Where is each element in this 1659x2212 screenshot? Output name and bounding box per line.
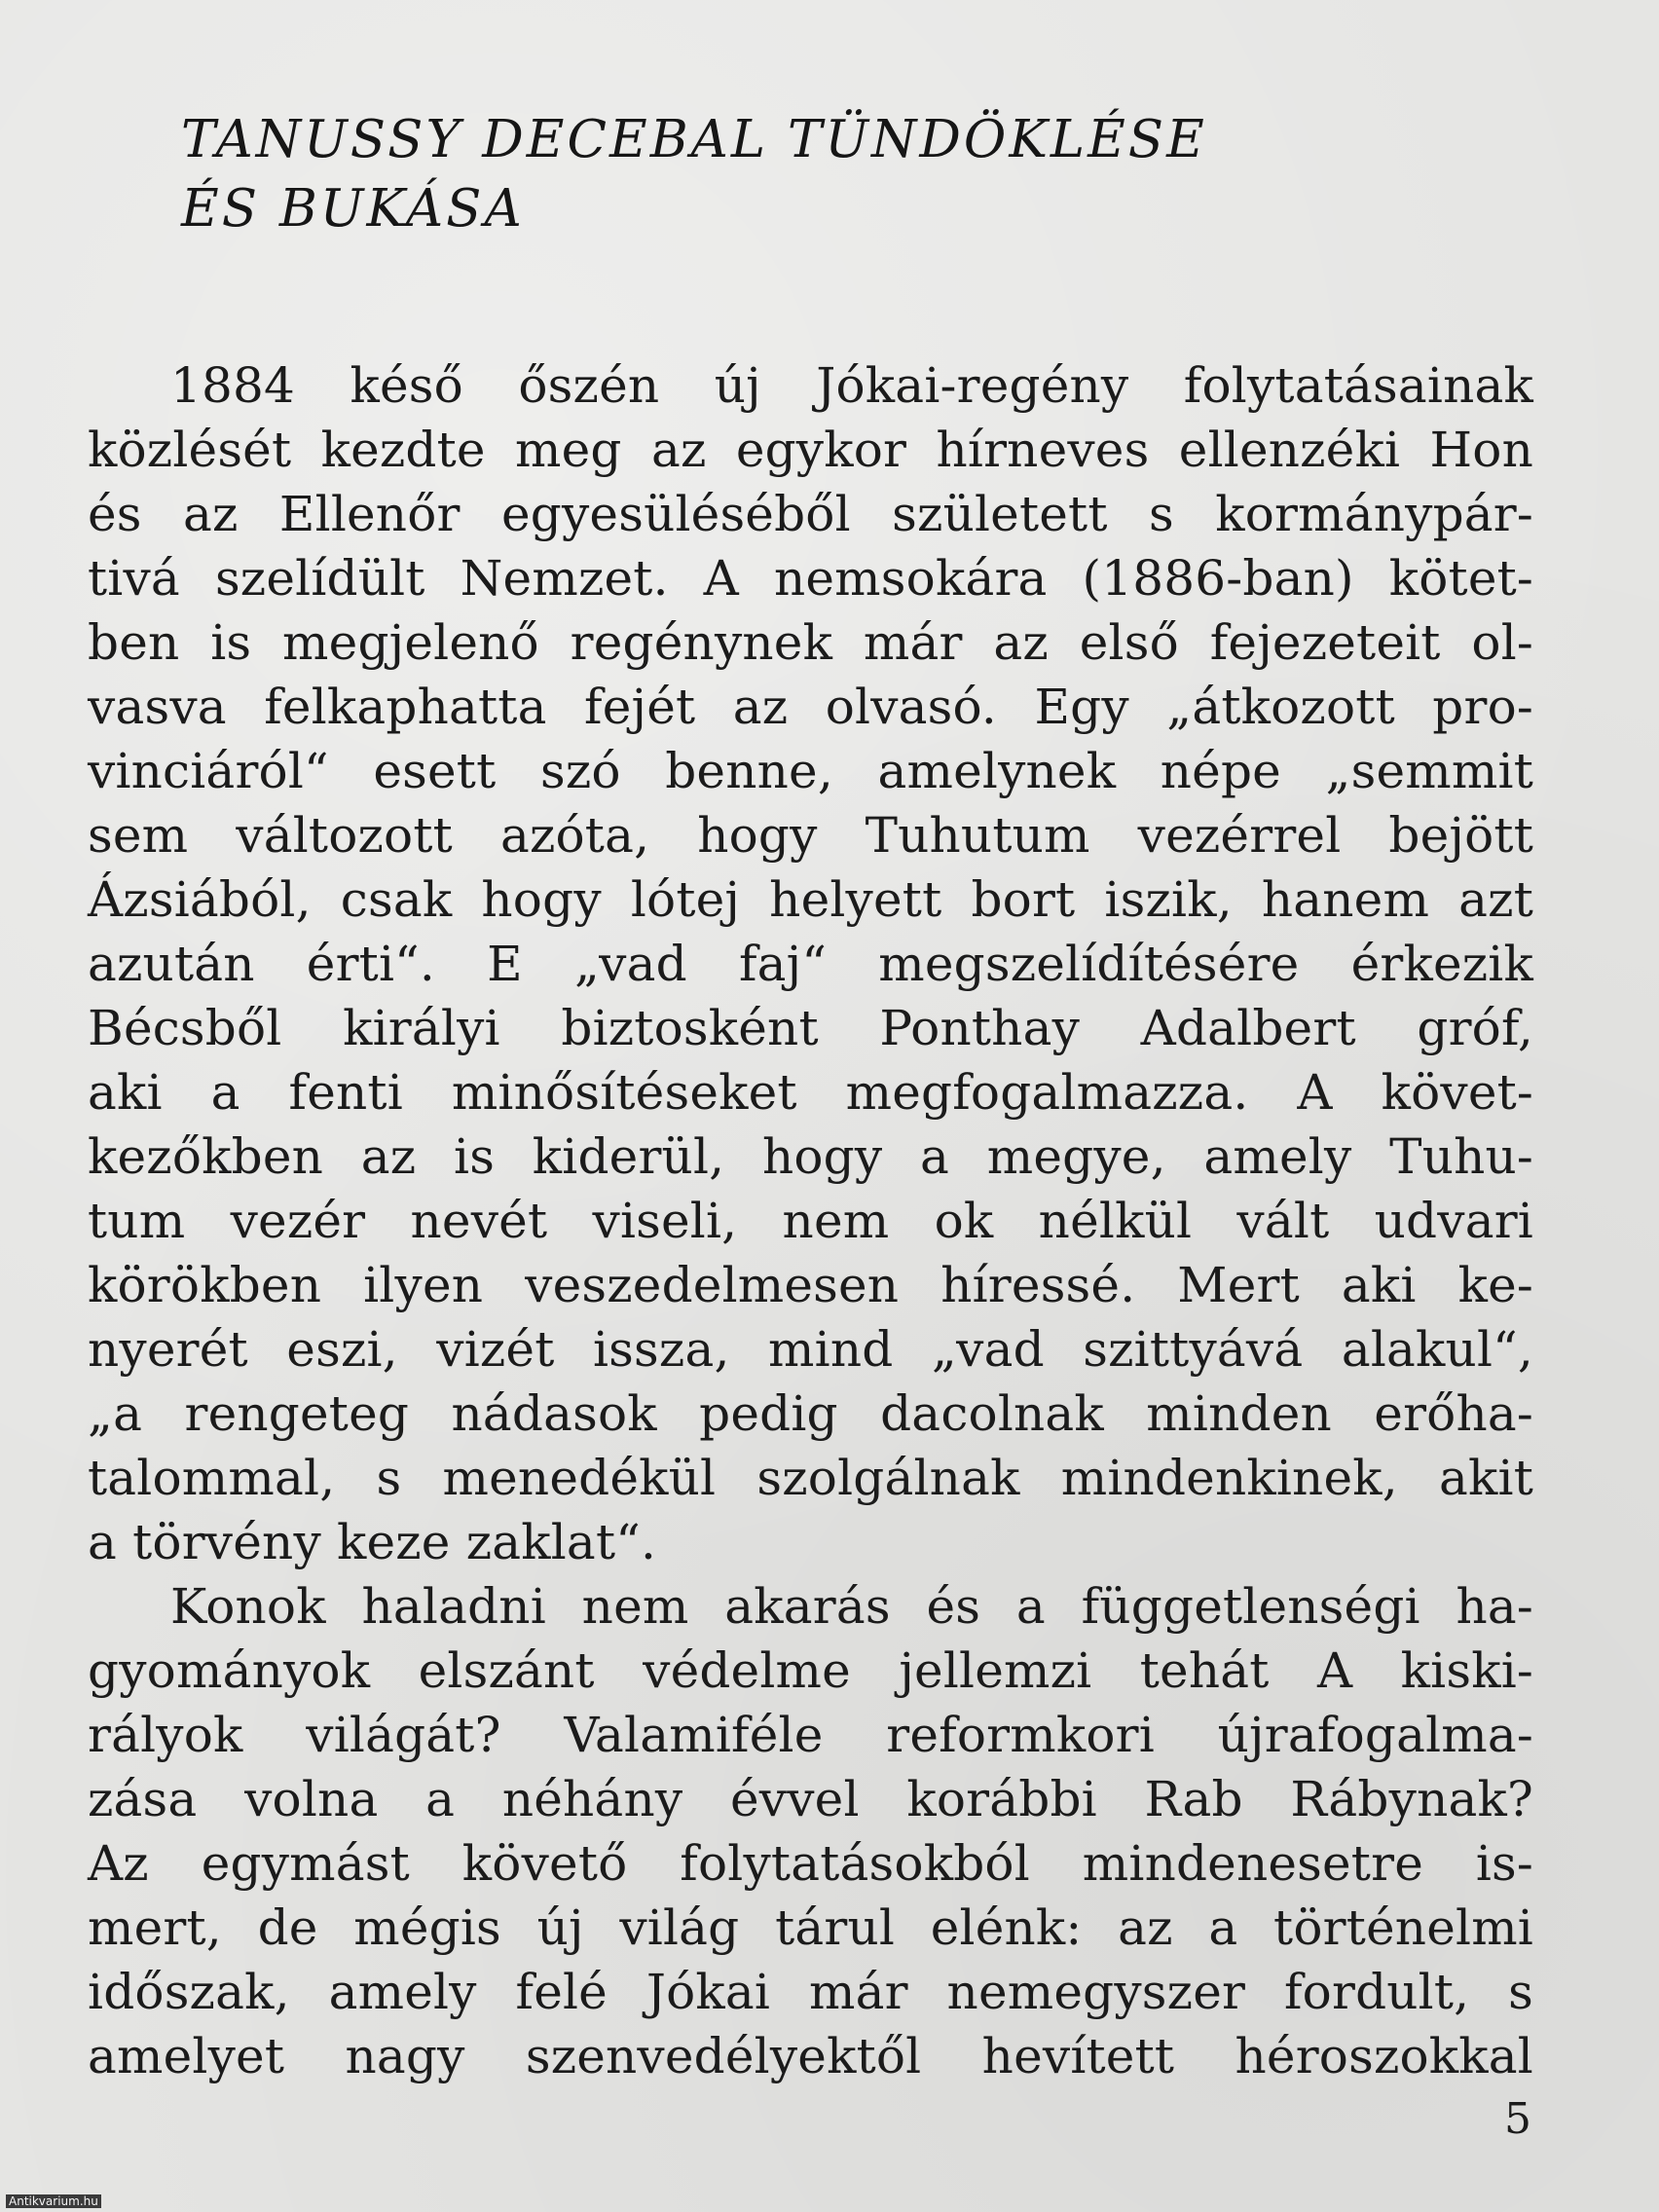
text-line: közlését kezdte meg az egykor hírneves ellenzéki Hon bbox=[88, 422, 1533, 478]
paragraph-1 bbox=[88, 353, 1533, 1574]
text-line: nyerét eszi, vizét issza, mind „vad szittyává alakul“, bbox=[88, 1321, 1533, 1378]
chapter-title bbox=[181, 105, 1349, 243]
text-line: Az egymást követő folytatásokból mindenesetre is- bbox=[88, 1835, 1533, 1892]
watermark: Antikvarium.hu bbox=[6, 2194, 101, 2208]
text-line: és az Ellenőr egyesüléséből született s kormánypár- bbox=[88, 486, 1533, 542]
text-line: körökben ilyen veszedelmesen híressé. Mert aki ke- bbox=[88, 1257, 1533, 1313]
text-line: a törvény keze zaklat“. bbox=[88, 1514, 657, 1570]
text-line: Konok haladni nem akarás és a függetlenségi ha- bbox=[170, 1578, 1533, 1635]
text-line: amelyet nagy szenvedélyektől hevített héroszokkal bbox=[88, 2028, 1533, 2084]
text-line: vasva felkaphatta fejét az olvasó. Egy „átkozott pro- bbox=[88, 679, 1533, 735]
text-line: mert, de mégis új világ tárul elénk: az a történelmi bbox=[88, 1899, 1533, 1956]
text-line: gyományok elszánt védelme jellemzi tehát A kiski- bbox=[88, 1642, 1533, 1699]
text-line: vinciáról“ esett szó benne, amelynek népe „semmit bbox=[88, 743, 1533, 799]
text-line: rályok világát? Valamiféle reformkori újrafogalma- bbox=[88, 1707, 1533, 1763]
text-line: „a rengeteg nádasok pedig dacolnak minden erőha- bbox=[88, 1385, 1533, 1442]
text-line: talommal, s menedékül szolgálnak mindenkinek, akit bbox=[88, 1450, 1533, 1506]
text-line: 1884 késő őszén új Jókai-regény folytatásainak bbox=[170, 357, 1533, 414]
body-text bbox=[88, 353, 1533, 2088]
paragraph-2 bbox=[88, 1574, 1533, 2088]
text-line: Bécsből királyi biztosként Ponthay Adalbert gróf, bbox=[88, 1000, 1533, 1056]
text-line: időszak, amely felé Jókai már nemegyszer fordult, s bbox=[88, 1964, 1533, 2020]
text-line: tum vezér nevét viseli, nem ok nélkül vált udvari bbox=[88, 1193, 1533, 1249]
chapter-title-line-1: TANUSSY DECEBAL TÜNDÖKLÉSE bbox=[181, 110, 1207, 169]
text-line: sem változott azóta, hogy Tuhutum vezérrel bejött bbox=[88, 807, 1533, 864]
text-line: aki a fenti minősítéseket megfogalmazza. A követ- bbox=[88, 1064, 1533, 1121]
text-line: zása volna a néhány évvel korábbi Rab Rábynak? bbox=[88, 1771, 1533, 1827]
text-line: azután érti“. E „vad faj“ megszelídítésére érkezik bbox=[88, 936, 1533, 992]
text-line: kezőkben az is kiderül, hogy a megye, amely Tuhu- bbox=[88, 1128, 1533, 1185]
text-line: ben is megjelenő regénynek már az első fejezeteit ol- bbox=[88, 614, 1533, 671]
page-number: 5 bbox=[1504, 2094, 1531, 2144]
text-line: tivá szelídült Nemzet. A nemsokára (1886-ban) kötet- bbox=[88, 550, 1533, 607]
text-line: Ázsiából, csak hogy lótej helyett bort iszik, hanem azt bbox=[88, 871, 1533, 928]
chapter-title-line-2: ÉS BUKÁSA bbox=[181, 179, 525, 239]
